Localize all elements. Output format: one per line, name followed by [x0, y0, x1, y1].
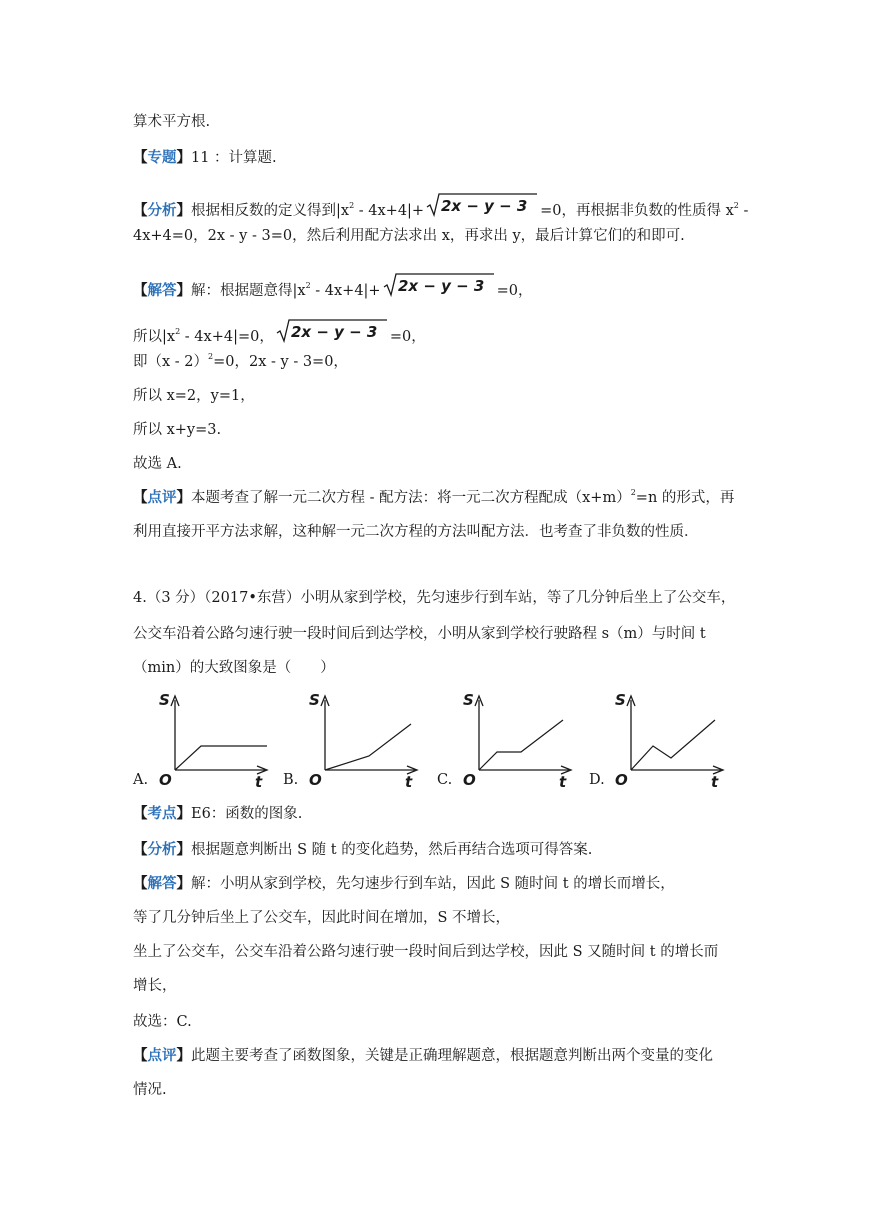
- sqrt-expression: [383, 272, 495, 298]
- math-text: 利用直接开平方法求解，这种解一元二次方程的方法叫配方法．也考查了非负数的性质．: [133, 524, 699, 540]
- sqrt-expression: [276, 318, 388, 344]
- bracket: 】: [176, 841, 191, 858]
- answer-text: 等了几分钟后坐上了公交车，因此时间在增加，S 不增长，: [133, 910, 511, 926]
- math-text: -: [738, 203, 749, 219]
- topic-text: 11 ：计算题.: [191, 150, 277, 166]
- bracket: 【: [133, 489, 148, 506]
- superscript: 2: [733, 201, 739, 210]
- math-text: 所以 x+y=3.: [133, 422, 222, 438]
- superscript: 2: [349, 201, 355, 210]
- comment-line: [133, 488, 734, 508]
- answer-tag: 解答: [147, 282, 177, 299]
- analysis-line: [133, 840, 592, 860]
- option-b[interactable]: [283, 690, 423, 790]
- sqrt-radicand: 2x − y − 3: [397, 277, 484, 295]
- option-d[interactable]: [589, 690, 729, 790]
- stem-text: 公交车沿着公路匀速行驶一段时间后到达学校，小明从家到学校行驶路程 s（m）与时间 t: [133, 626, 706, 642]
- origin-label: O: [615, 771, 628, 789]
- answer-line: [133, 1012, 192, 1032]
- sqrt-radicand: 2x − y − 3: [441, 197, 528, 215]
- kaodian-tag: 考点: [147, 805, 177, 822]
- comment-tag: 点评: [147, 489, 177, 506]
- option-label: B.: [283, 772, 299, 788]
- bracket: 】: [176, 489, 191, 506]
- answer-tag: 解答: [147, 875, 177, 892]
- topic-line: [133, 148, 277, 168]
- answer-line: [133, 976, 177, 996]
- sqrt-radicand: 2x − y − 3: [290, 323, 378, 341]
- bracket: 】: [176, 1047, 191, 1064]
- graph-line: [631, 720, 715, 770]
- math-text: 所以 x=2，y=1，: [133, 388, 255, 404]
- analysis-tag: 分析: [147, 202, 177, 219]
- math-text: =0，再根据非负数的性质得 x: [540, 203, 734, 219]
- math-text: - 4x+4|+: [354, 203, 425, 219]
- bracket: 【: [133, 875, 148, 892]
- option-label: C.: [437, 772, 453, 788]
- math-text: 根据相反数的定义得到|x: [191, 203, 350, 219]
- comment-line-2: [133, 522, 699, 542]
- option-graphs: [133, 690, 733, 790]
- answer-line: [133, 908, 510, 928]
- axis-x-label: t: [711, 773, 719, 790]
- origin-label: O: [159, 771, 172, 789]
- axis-y-label: S: [615, 691, 626, 709]
- option-label: A.: [133, 772, 149, 788]
- answer-line: [133, 272, 532, 301]
- bracket: 【: [133, 282, 148, 299]
- answer-text: 增长，: [133, 978, 177, 994]
- topic-tag: 专题: [147, 149, 177, 166]
- bracket: 【: [133, 149, 148, 166]
- kaodian-text: E6：函数的图象.: [191, 806, 303, 822]
- graph-a: [147, 690, 273, 790]
- graph-line: [479, 720, 563, 770]
- step-line: [133, 318, 426, 347]
- math-text: 所以|x: [133, 329, 176, 345]
- graph-c: [451, 690, 577, 790]
- analysis-line-2: [133, 226, 685, 246]
- answer-text: 坐上了公交车，公交车沿着公路匀速行驶一段时间后到达学校，因此 S 又随时间 t 的增长而: [133, 944, 719, 960]
- option-a[interactable]: [133, 690, 273, 790]
- question-stem: [133, 624, 706, 644]
- axis-x-label: t: [255, 773, 263, 790]
- comment-line: [133, 1046, 713, 1066]
- bracket: 【: [133, 805, 148, 822]
- option-c[interactable]: [437, 690, 577, 790]
- comment-line-2: [133, 1080, 167, 1100]
- answer-line: [133, 874, 675, 894]
- answer-text: 故选：C.: [133, 1014, 192, 1030]
- origin-label: O: [309, 771, 322, 789]
- analysis-line: [133, 192, 748, 221]
- graph-line: [325, 724, 411, 770]
- stem-text: （min）的大致图象是（ ）: [133, 660, 335, 676]
- bracket: 】: [176, 805, 191, 822]
- analysis-tag: 分析: [147, 841, 177, 858]
- stem-text: 4.（3 分）（2017•东营）小明从家到学校，先匀速步行到车站，等了几分钟后坐上了公交车，: [133, 590, 736, 606]
- graph-b: [297, 690, 423, 790]
- superscript: 2: [175, 327, 181, 336]
- step-line: [133, 454, 182, 474]
- math-text: =0，2x - y - 3=0，: [213, 354, 348, 370]
- line-text: 算术平方根.: [133, 114, 211, 130]
- math-text: 故选 A.: [133, 456, 182, 472]
- origin-label: O: [463, 771, 476, 789]
- bracket: 【: [133, 202, 148, 219]
- math-text: - 4x+4|=0，: [180, 329, 274, 345]
- axis-y-label: S: [463, 691, 474, 709]
- answer-text: 解：小明从家到学校，先匀速步行到车站，因此 S 随时间 t 的增长而增长，: [191, 876, 675, 892]
- math-text: 本题考查了解一元二次方程 - 配方法：将一元二次方程配成（x+m）: [191, 490, 631, 506]
- axis-x-label: t: [405, 773, 413, 790]
- bracket: 【: [133, 1047, 148, 1064]
- graph-line: [175, 746, 267, 770]
- superscript: 2: [630, 488, 636, 497]
- option-label: D.: [589, 772, 605, 788]
- step-line: [133, 420, 221, 440]
- math-text: 即（x - 2）: [133, 354, 209, 370]
- step-line: [133, 386, 255, 406]
- bracket: 】: [176, 202, 191, 219]
- sqrt-expression: [426, 192, 538, 218]
- bracket: 】: [176, 149, 191, 166]
- comment-text: 此题主要考查了函数图象，关键是正确理解题意，根据题意判断出两个变量的变化: [191, 1048, 713, 1064]
- math-text: 4x+4=0，2x - y - 3=0，然后利用配方法求出 x，再求出 y，最后计算它们的和即可.: [133, 228, 685, 244]
- axis-x-label: t: [559, 773, 567, 790]
- math-text: =n 的形式，再: [635, 490, 735, 506]
- answer-line: [133, 942, 718, 962]
- math-text: =0，: [389, 329, 426, 345]
- graph-d: [603, 690, 729, 790]
- question-stem: [133, 658, 335, 678]
- comment-text: 情况.: [133, 1082, 167, 1098]
- kaodian-line: [133, 804, 302, 824]
- step-line: [133, 352, 348, 372]
- bracket: 【: [133, 841, 148, 858]
- math-text: 解：根据题意得|x: [191, 283, 306, 299]
- bracket: 】: [176, 875, 191, 892]
- analysis-text: 根据题意判断出 S 随 t 的变化趋势，然后再结合选项可得答案.: [191, 842, 593, 858]
- math-text: =0，: [496, 283, 533, 299]
- question-stem: [133, 588, 735, 608]
- text-line: [133, 112, 210, 132]
- superscript: 2: [208, 352, 214, 361]
- axis-y-label: S: [159, 691, 170, 709]
- axis-y-label: S: [309, 691, 320, 709]
- math-text: - 4x+4|+: [310, 283, 381, 299]
- bracket: 】: [176, 282, 191, 299]
- comment-tag: 点评: [147, 1047, 177, 1064]
- superscript: 2: [305, 281, 311, 290]
